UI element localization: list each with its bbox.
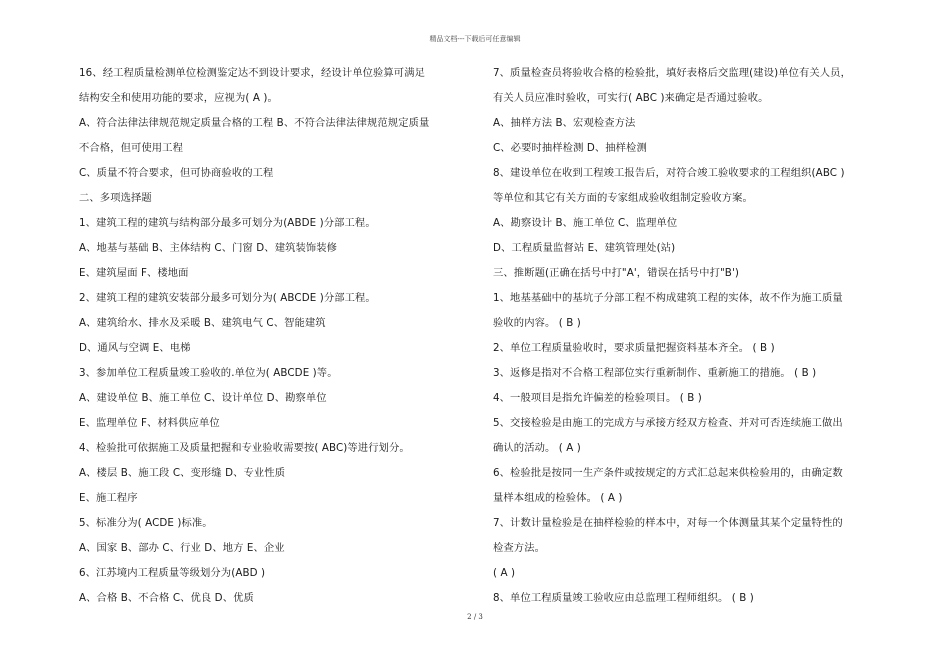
text-line: C、质量不符合要求，但可协商验收的工程 [79, 167, 274, 179]
text-line: 1、地基基础中的基坑子分部工程不构成建筑工程的实体，故不作为施工质量 [493, 292, 843, 304]
text-line: A、勘察设计 B、施工单位 C、监理单位 [493, 217, 678, 229]
text-line: A、抽样方法 B、宏观检查方法 [493, 117, 636, 129]
text-line: 4、一般项目是指允许偏差的检验项目。 ( B ) [493, 392, 702, 404]
text-line: 不合格，但可使用工程 [79, 142, 183, 154]
text-line: D、工程质量监督站 E、建筑管理处(站) [493, 242, 676, 254]
text-line: 5、交接检验是由施工的完成方与承接方经双方检查、并对可否连续施工做出 [493, 417, 843, 429]
text-line: 3、返修是指对不合格工程部位实行重新制作、重新施工的措施。 ( B ) [493, 367, 817, 379]
text-line: C、必要时抽样检测 D、抽样检测 [493, 142, 647, 154]
text-line: ( A ) [493, 567, 516, 579]
text-line: 3、参加单位工程质量竣工验收的.单位为( ABCDE )等。 [79, 367, 338, 379]
text-line: A、建设单位 B、施工单位 C、设计单位 D、勘察单位 [79, 392, 327, 404]
text-line: A、楼层 B、施工段 C、变形缝 D、专业性质 [79, 467, 286, 479]
text-line: 7、质量检查员将验收合格的检验批，填好表格后交监理(建设)单位有关人员， [493, 67, 851, 79]
text-line: 确认的活动。 ( A ) [493, 442, 581, 454]
right-column [493, 64, 883, 614]
text-line: 5、标准分为( ACDE )标准。 [79, 517, 213, 529]
text-line: 2、建筑工程的建筑安装部分最多可划分为( ABCDE )分部工程。 [79, 292, 376, 304]
text-line: E、施工程序 [79, 492, 138, 504]
text-line: 8、单位工程质量竣工验收应由总监理工程师组织。 ( B ) [493, 592, 754, 604]
text-line: 结构安全和使用功能的要求，应视为( A )。 [79, 92, 278, 104]
text-line: A、符合法律法律规范规定质量合格的工程 B、不符合法律法律规范规定质量 [79, 117, 430, 129]
text-line: 6、检验批是按同一生产条件或按规定的方式汇总起来供检验用的，由确定数 [493, 467, 843, 479]
left-column [79, 64, 469, 614]
text-line: A、国家 B、部办 C、行业 D、地方 E、企业 [79, 542, 285, 554]
text-line: A、合格 B、不合格 C、优良 D、优质 [79, 592, 254, 604]
page-number: 2 / 3 [467, 613, 483, 621]
text-line: 等单位和其它有关方面的专家组成验收组制定验收方案。 [493, 192, 753, 204]
text-line: E、监理单位 F、材料供应单位 [79, 417, 220, 429]
text-line: 16、经工程质量检测单位检测鉴定达不到设计要求，经设计单位验算可满足 [79, 67, 426, 79]
text-line: 2、单位工程质量验收时，要求质量把握资料基本齐全。 ( B ) [493, 342, 775, 354]
text-line: E、建筑屋面 F、楼地面 [79, 267, 189, 279]
section-heading: 三、推断题(正确在括号中打"A'，错误在括号中打"B') [493, 267, 740, 279]
page-header: 精品文档---下载后可任意编辑 [429, 35, 521, 43]
text-line: 检查方法。 [493, 542, 545, 554]
text-line: D、通风与空调 E、电梯 [79, 342, 191, 354]
text-line: 有关人员应准时验收，可实行( ABC )来确定是否通过验收。 [493, 92, 769, 104]
text-line: A、建筑给水、排水及采暖 B、建筑电气 C、智能建筑 [79, 317, 326, 329]
text-line: 1、建筑工程的建筑与结构部分最多可划分为(ABDE )分部工程。 [79, 217, 376, 229]
text-line: 6、江苏境内工程质量等级划分为(ABD ) [79, 567, 266, 579]
text-line: A、地基与基础 B、主体结构 C、门窗 D、建筑装饰装修 [79, 242, 338, 254]
text-line: 量样本组成的检验体。 ( A ) [493, 492, 623, 504]
text-line: 验收的内容。 ( B ) [493, 317, 581, 329]
text-line: 7、计数计量检验是在抽样检验的样本中，对每一个体测量其某个定量特性的 [493, 517, 843, 529]
section-heading: 二、多项选择题 [79, 192, 152, 204]
text-line: 8、建设单位在收到工程竣工报告后，对符合竣工验收要求的工程组织(ABC ) [493, 167, 845, 179]
text-line: 4、检验批可依据施工及质量把握和专业验收需要按( ABC)等进行划分。 [79, 442, 410, 454]
